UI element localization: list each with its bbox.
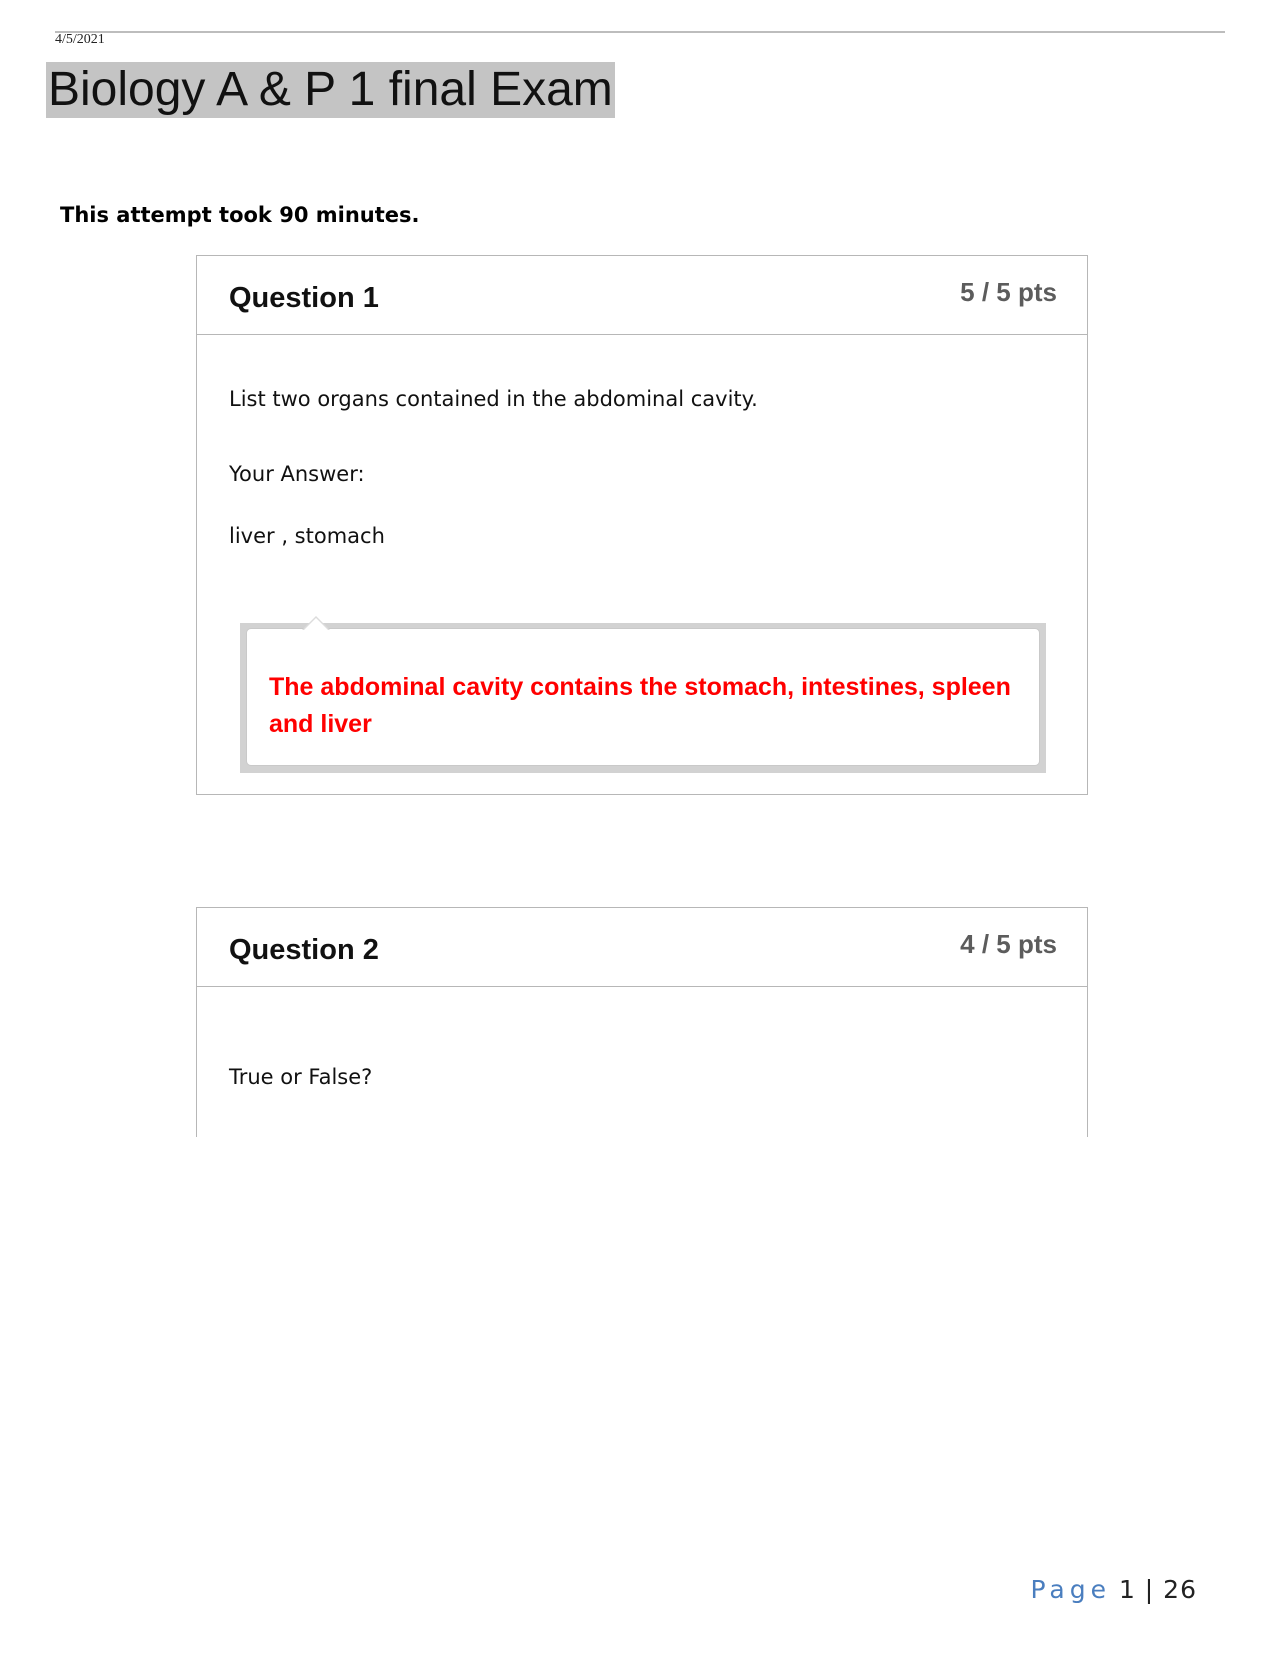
feedback-text: The abdominal cavity contains the stomach, intestines, spleen and liver <box>269 673 1011 738</box>
answer-text: liver , stomach <box>229 524 385 548</box>
attempt-duration: This attempt took 90 minutes. <box>60 203 420 227</box>
page-number: 1 | 26 <box>1118 1575 1197 1604</box>
question-prompt: List two organs contained in the abdominal cavity. <box>229 387 758 411</box>
header-rule <box>55 31 1225 33</box>
feedback-pointer-icon <box>302 616 330 630</box>
question-title: Question 1 <box>229 282 379 314</box>
question-header <box>197 908 1087 987</box>
answer-label: Your Answer: <box>229 462 365 486</box>
header-date: 4/5/2021 <box>55 32 105 47</box>
question-title: Question 2 <box>229 934 379 966</box>
question-card-1 <box>196 255 1088 795</box>
page-label: Page <box>1030 1575 1111 1604</box>
question-prompt: True or False? <box>229 1065 373 1089</box>
document-title: Biology A & P 1 final Exam <box>48 63 613 116</box>
feedback-box <box>240 623 1046 773</box>
page-footer <box>1030 1575 1197 1604</box>
question-points: 5 / 5 pts <box>960 277 1057 307</box>
question-header <box>197 256 1087 335</box>
feedback-panel <box>246 628 1040 766</box>
question-points: 4 / 5 pts <box>960 929 1057 959</box>
question-card-2 <box>196 907 1088 1137</box>
